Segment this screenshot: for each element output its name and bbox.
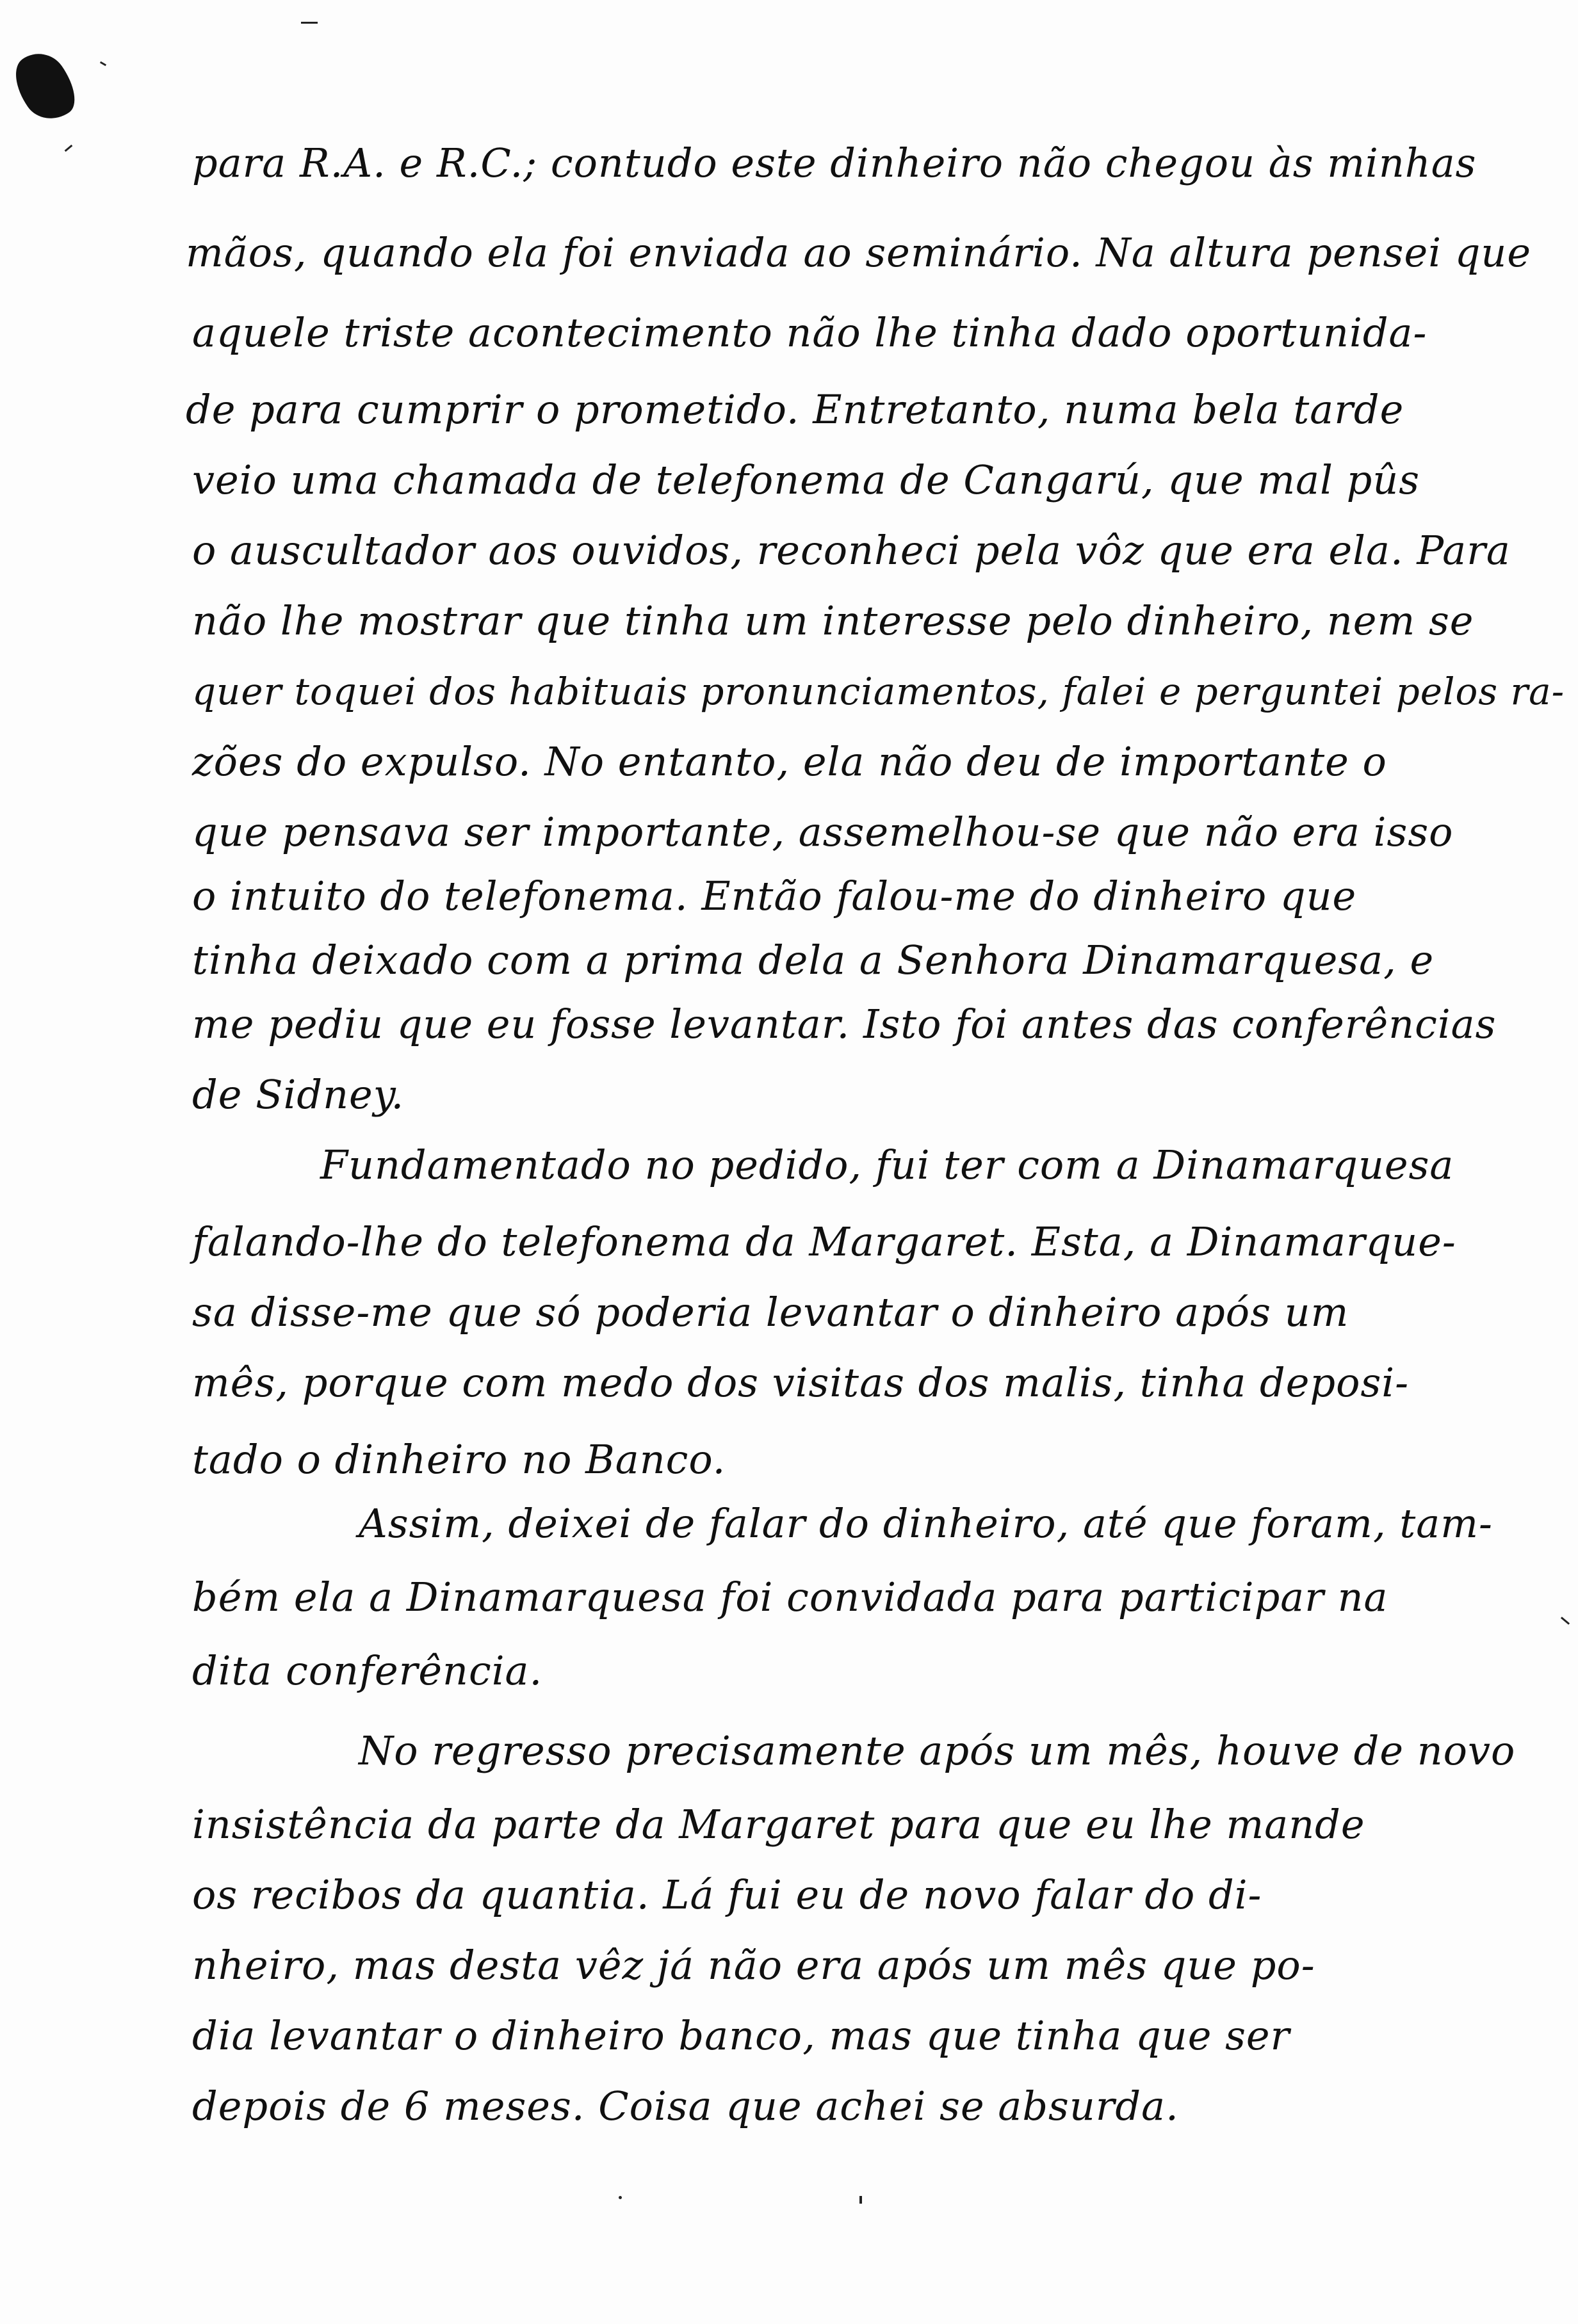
- text-line: insistência da parte da Margaret para que eu lhe mande: [192, 1801, 1365, 1848]
- text-line: não lhe mostrar que tinha um interesse pelo dinheiro, nem se: [192, 597, 1474, 644]
- text-line: de Sidney.: [192, 1071, 405, 1118]
- text-line: que pensava ser importante, assemelhou-se que não era isso: [192, 809, 1454, 855]
- text-line: o intuito do telefonema. Então falou-me do dinheiro que: [192, 873, 1357, 919]
- text-line: aquele triste acontecimento não lhe tinha dado oportunida-: [192, 309, 1428, 356]
- text-line: mãos, quando ela foi enviada ao seminário. Na altura pensei que: [186, 229, 1532, 276]
- text-line: os recibos da quantia. Lá fui eu de novo falar do di-: [192, 1871, 1262, 1918]
- text-line: dia levantar o dinheiro banco, mas que tinha que ser: [192, 2012, 1290, 2059]
- text-line: Fundamentado no pedido, fui ter com a Dinamarquesa: [320, 1142, 1454, 1188]
- text-line: nheiro, mas desta vêz já não era após um mês que po-: [192, 1942, 1315, 1989]
- text-line: Assim, deixei de falar do dinheiro, até que foram, tam-: [359, 1500, 1493, 1547]
- text-line: o auscultador aos ouvidos, reconheci pela vôz que era ela. Para: [192, 527, 1511, 574]
- text-line: de para cumprir o prometido. Entretanto, numa bela tarde: [186, 386, 1404, 433]
- text-line: sa disse-me que só poderia levantar o dinheiro após um: [192, 1289, 1349, 1335]
- text-line: dita conferência.: [192, 1647, 543, 1694]
- text-line: falando-lhe do telefonema da Margaret. Esta, a Dinamarque-: [192, 1218, 1456, 1265]
- text-line: tado o dinheiro no Banco.: [192, 1436, 726, 1483]
- text-line: zões do expulso. No entanto, ela não deu de importante o: [192, 738, 1387, 785]
- text-line: mês, porque com medo dos visitas dos malis, tinha deposi-: [192, 1359, 1410, 1406]
- text-line: tinha deixado com a prima dela a Senhora Dinamarquesa, e: [192, 937, 1435, 983]
- text-line: para R.A. e R.C.; contudo este dinheiro não chegou às minhas: [192, 140, 1477, 186]
- text-line: depois de 6 meses. Coisa que achei se absurda.: [192, 2083, 1179, 2129]
- text-line: No regresso precisamente após um mês, houve de novo: [359, 1727, 1516, 1774]
- text-line: quer toquei dos habituais pronunciamentos, falei e perguntei pelos ra-: [192, 670, 1565, 713]
- text-line: veio uma chamada de telefonema de Cangarú, que mal pûs: [192, 456, 1420, 503]
- text-line: me pediu que eu fosse levantar. Isto foi antes das conferências: [192, 1001, 1497, 1047]
- text-line: bém ela a Dinamarquesa foi convidada para participar na: [192, 1574, 1388, 1620]
